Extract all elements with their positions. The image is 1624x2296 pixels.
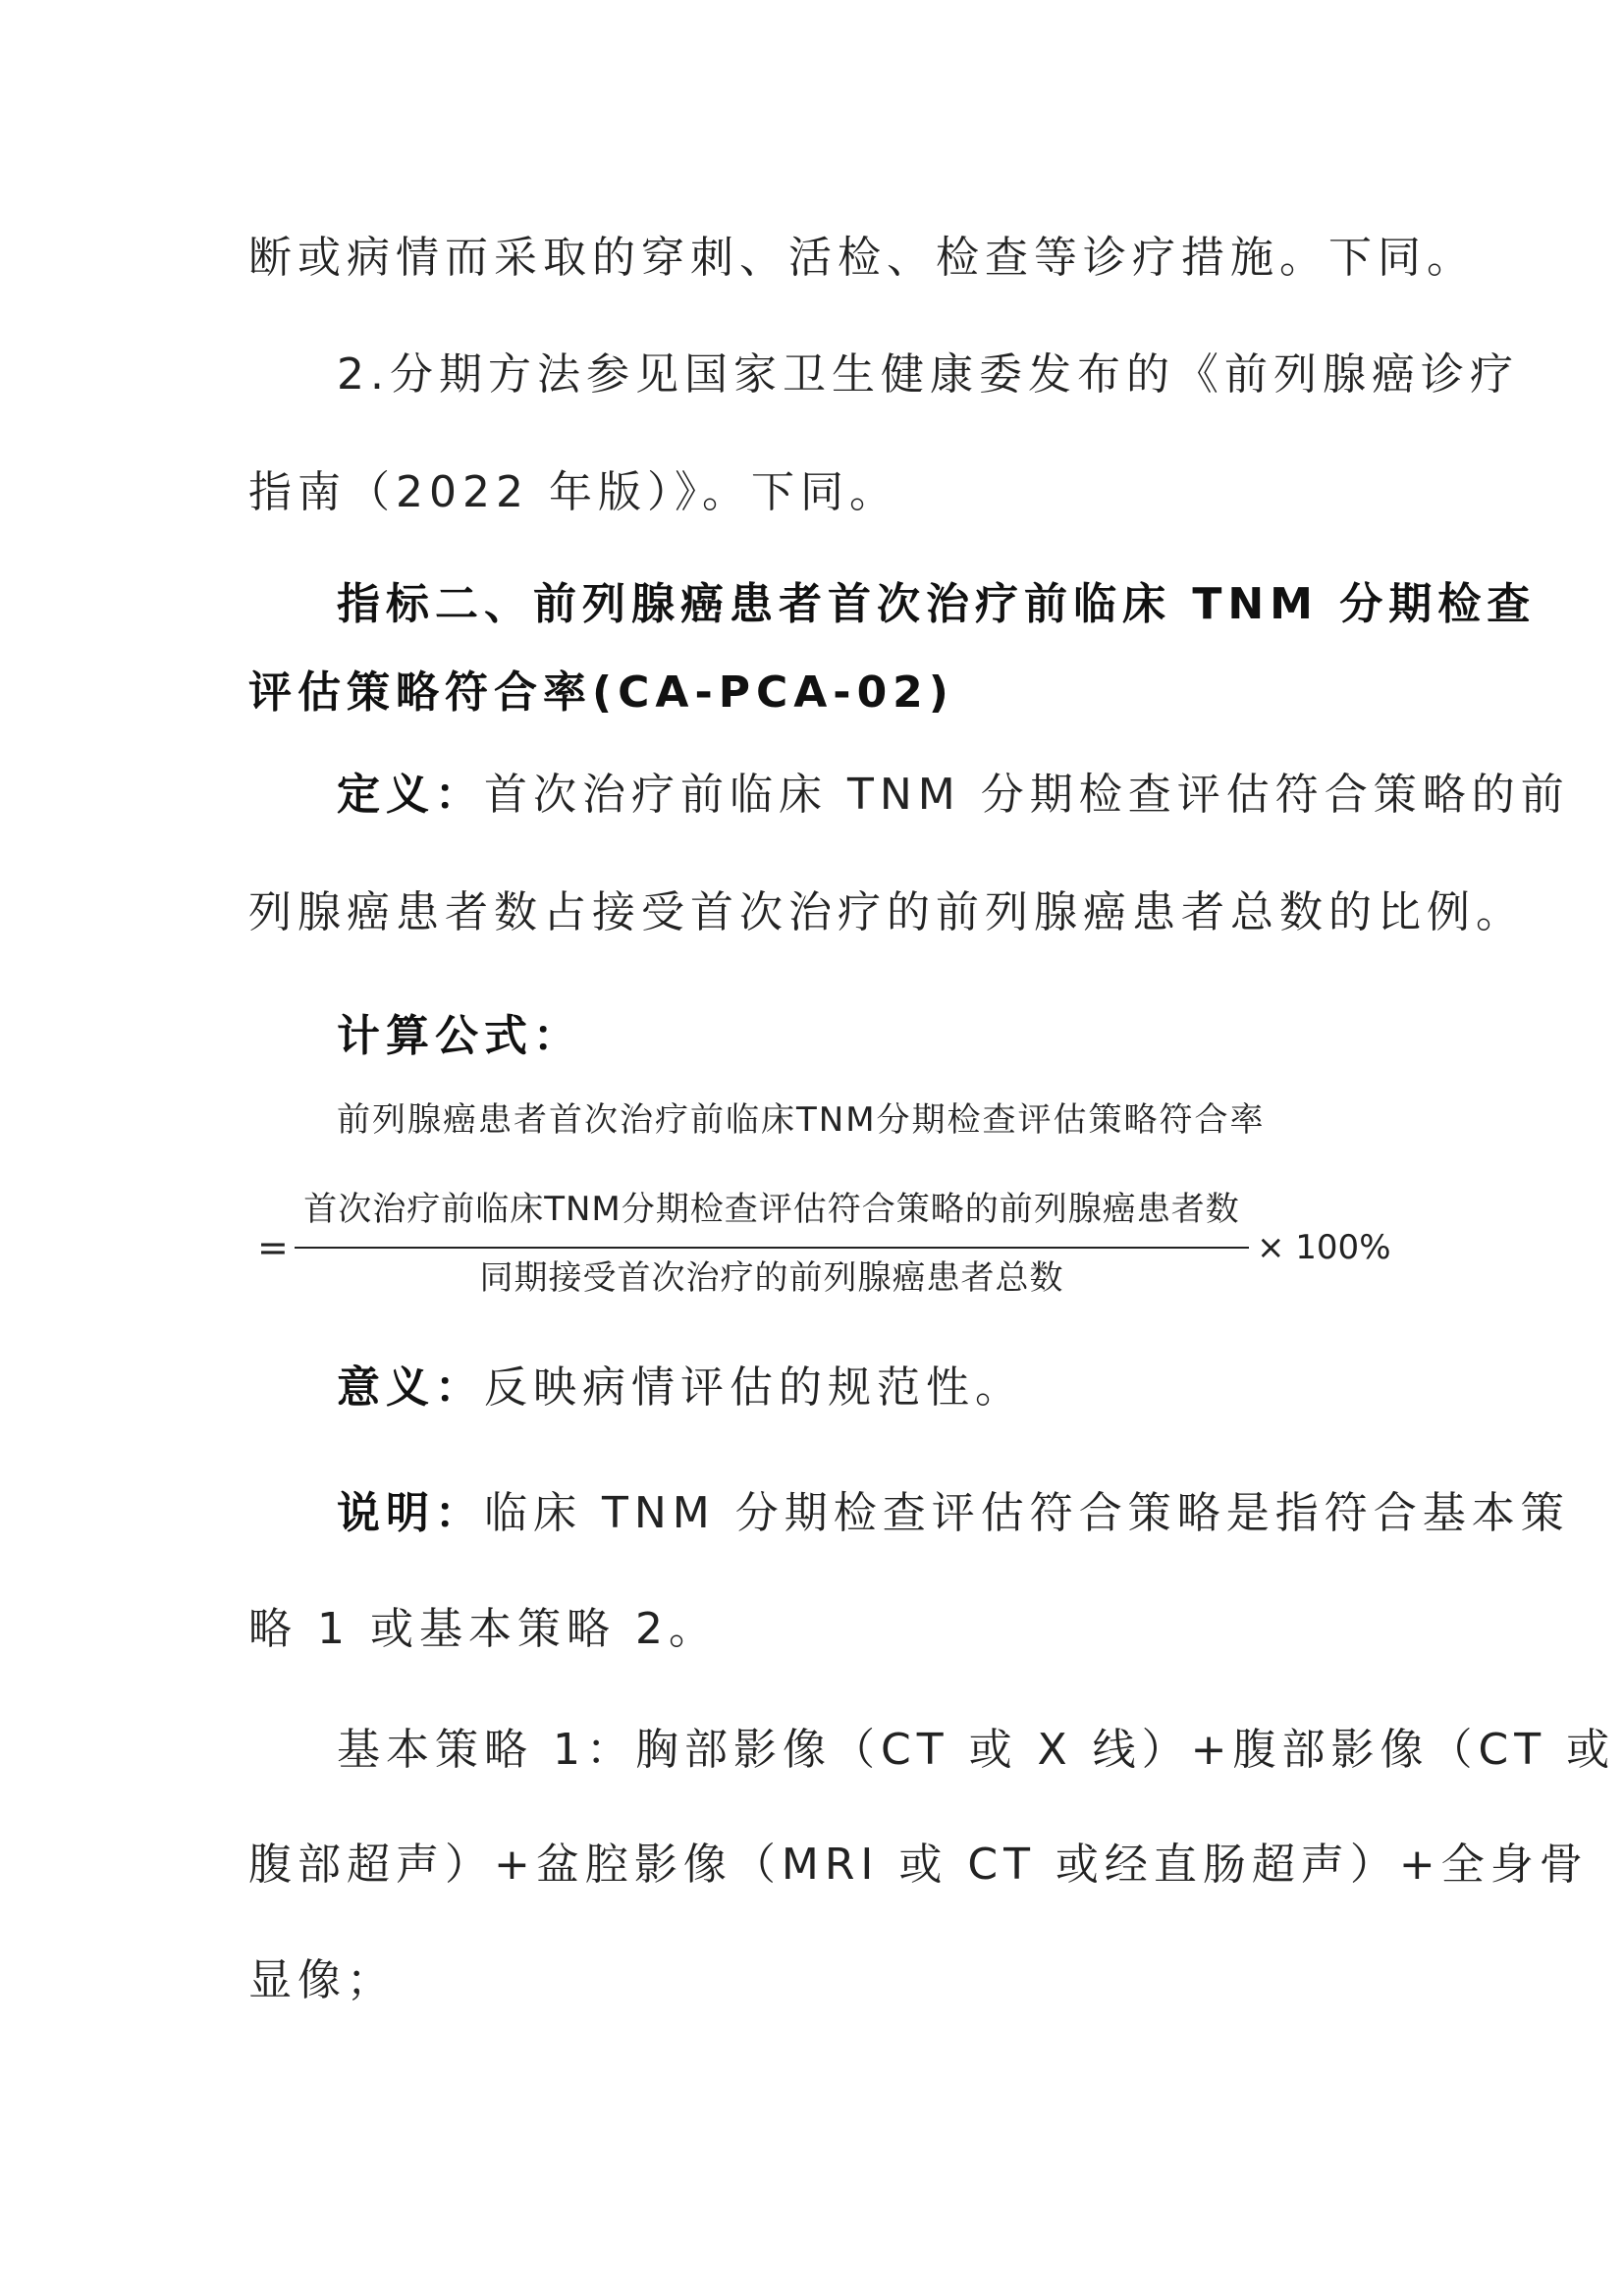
meaning-paragraph — [337, 1359, 1387, 1417]
formula-equals: = — [257, 1226, 289, 1269]
note-text: 临床 TNM 分期检查评估符合策略是指符合基本策 — [484, 1488, 1570, 1538]
definition-label: 定义： — [337, 770, 484, 820]
formula-label-line — [337, 1007, 1387, 1066]
paragraph-line: 2.分期方法参见国家卫生健康委发布的《前列腺癌诊疗 — [337, 349, 1519, 400]
paragraph-line: 断或病情而采取的穿刺、活检、检查等诊疗措施。下同。 — [248, 233, 1476, 283]
formula-denominator: 同期接受首次治疗的前列腺癌患者总数 — [479, 1258, 1064, 1298]
paragraph-line: 略 1 或基本策略 2。 — [248, 1604, 718, 1654]
formula-multiplier: × 100% — [1257, 1228, 1391, 1267]
indicator-heading: 评估策略符合率(CA-PCA-02) — [248, 667, 954, 718]
paragraph-line: 指南（2022 年版）》。下同。 — [248, 467, 898, 517]
definition-paragraph — [337, 766, 1570, 825]
paragraph-line: 基本策略 1：胸部影像（CT 或 X 线）+腹部影像（CT 或 — [337, 1725, 1616, 1775]
meaning-label: 意义： — [337, 1362, 484, 1413]
paragraph-line: 显像； — [248, 1955, 396, 2005]
meaning-text: 反映病情评估的规范性。 — [484, 1362, 1024, 1413]
formula-label: 计算公式： — [337, 1011, 582, 1061]
formula-numerator: 首次治疗前临床TNM分期检查评估符合策略的前列腺癌患者数 — [303, 1190, 1240, 1229]
definition-text: 首次治疗前临床 TNM 分期检查评估符合策略的前 — [484, 770, 1570, 820]
paragraph-line: 列腺癌患者数占接受首次治疗的前列腺癌患者总数的比例。 — [248, 887, 1525, 937]
note-label: 说明： — [337, 1488, 484, 1538]
fraction-bar — [295, 1247, 1249, 1249]
formula-lhs: 前列腺癌患者首次治疗前临床TNM分期检查评估策略符合率 — [337, 1100, 1266, 1140]
indicator-heading: 指标二、前列腺癌患者首次治疗前临床 TNM 分期检查 — [337, 579, 1537, 629]
note-paragraph — [337, 1484, 1570, 1543]
paragraph-line: 腹部超声）+盆腔影像（MRI 或 CT 或经直肠超声）+全身骨 — [248, 1840, 1589, 1890]
